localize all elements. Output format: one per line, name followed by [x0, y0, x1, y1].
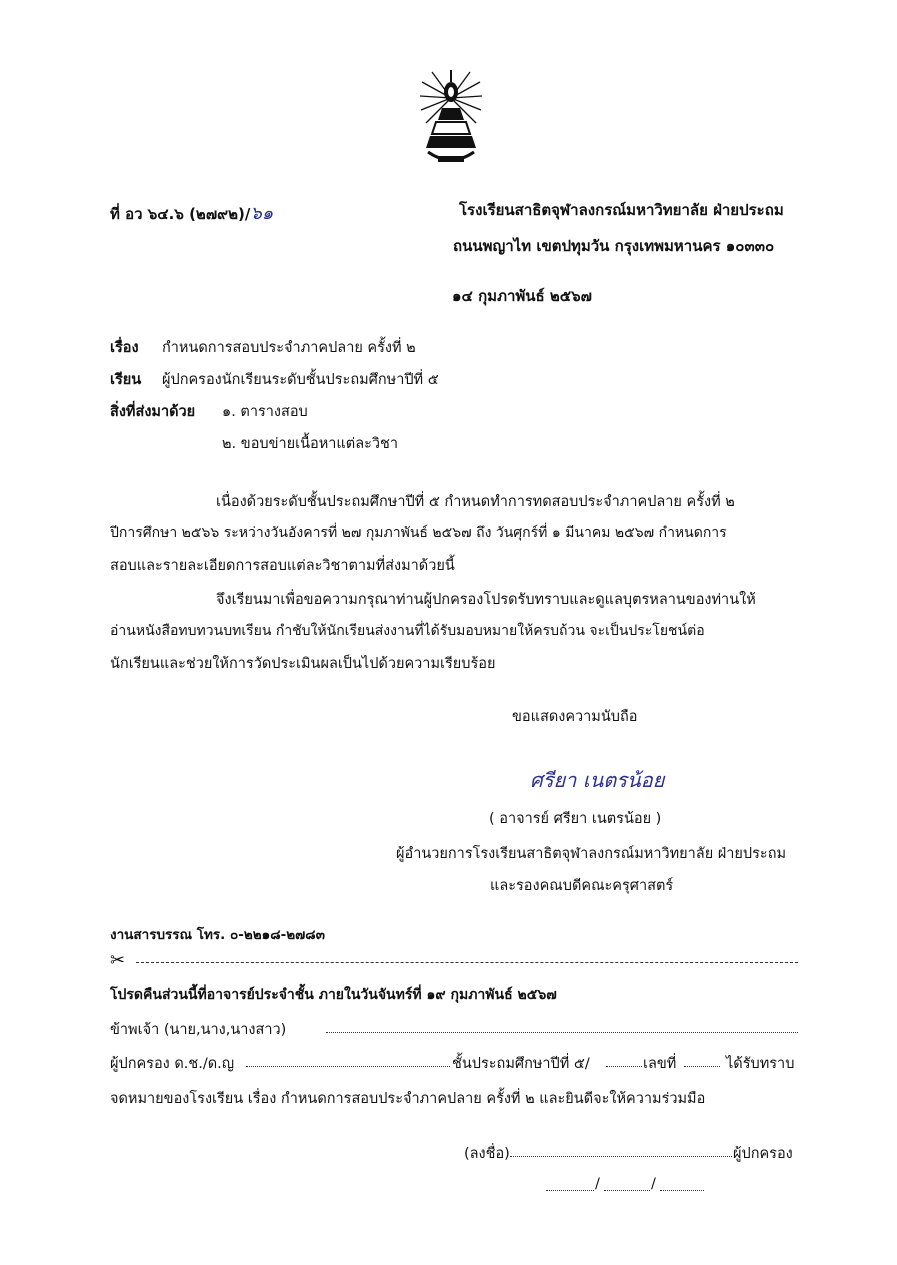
enclosure-item-1: ๑. ตารางสอบ: [222, 404, 308, 420]
received-text: ได้รับทราบ: [726, 1056, 795, 1072]
org-line-2: ถนนพญาไท เขตปทุมวัน กรุงเทพมหานคร ๑๐๓๓๐: [453, 237, 775, 255]
date-year-field[interactable]: [660, 1190, 704, 1191]
paragraph-1-line-1: เนื่องด้วยระดับชั้นประถมศึกษาปีที่ ๕ กำหนดทำการทดสอบประจำภาคปลาย ครั้งที่ ๒: [216, 494, 735, 510]
sign-label: (ลงชื่อ): [464, 1146, 510, 1162]
signature: ศรียา เนตรน้อย: [530, 768, 665, 792]
name-field-label: ข้าพเจ้า (นาย,นาง,นางสาว): [110, 1022, 287, 1038]
date-separator-1: /: [595, 1176, 600, 1192]
enclosure-item-2: ๒. ขอบข่ายเนื้อหาแต่ละวิชา: [222, 436, 398, 452]
acknowledgement-text: จดหมายของโรงเรียน เรื่อง กำหนดการสอบประจำภาคปลาย ครั้งที่ ๒ และยินดีจะให้ความร่วมมือ: [110, 1091, 706, 1107]
guardian-role-label: ผู้ปกครอง: [733, 1146, 793, 1162]
subject-text: กำหนดการสอบประจำภาคปลาย ครั้งที่ ๒: [162, 340, 416, 356]
paragraph-2-line-2: อ่านหนังสือทบทวนบทเรียน กำชับให้นักเรียนส่งงานที่ได้รับมอบหมายให้ครบถ้วน จะเป็นประโยชน์ต่อ: [110, 623, 705, 639]
to-label: เรียน: [110, 372, 142, 388]
office-phone: งานสารบรรณ โทร. ๐-๒๒๑๘-๒๗๘๓: [110, 927, 325, 943]
handwritten-number: ๖๑: [250, 203, 274, 224]
signatory-position-1: ผู้อำนวยการโรงเรียนสาธิตจุฬาลงกรณ์มหาวิทยาลัย ฝ่ายประถม: [396, 846, 787, 862]
cut-line: [136, 962, 798, 963]
scissors-icon: ✂: [110, 950, 126, 971]
student-number-field[interactable]: [684, 1066, 720, 1067]
date-separator-2: /: [651, 1176, 656, 1192]
salutation: ขอแสดงความนับถือ: [512, 709, 638, 725]
letter-date: ๑๔ กุมภาพันธ์ ๒๕๖๗: [452, 287, 592, 305]
grade-label: ชั้นประถมศึกษาปีที่ ๕/: [452, 1056, 590, 1072]
reference-number: ที่ อว ๖๔.๖ (๒๗๙๒)/๖๑: [110, 203, 274, 224]
class-field[interactable]: [606, 1066, 642, 1067]
signatory-name: ( อาจารย์ ศรียา เนตรน้อย ): [489, 811, 662, 827]
date-day-field[interactable]: [546, 1190, 594, 1191]
return-instruction: โปรดคืนส่วนนี้ที่อาจารย์ประจำชั้น ภายในวันจันทร์ที่ ๑๙ กุมภาพันธ์ ๒๕๖๗: [110, 987, 557, 1003]
guardian-signature-field[interactable]: [510, 1156, 732, 1157]
student-name-field[interactable]: [246, 1066, 450, 1067]
guardian-field-label: ผู้ปกครอง ด.ช./ด.ญ: [110, 1056, 235, 1072]
name-field[interactable]: [326, 1032, 798, 1033]
school-emblem: [418, 68, 484, 170]
paragraph-2-line-3: นักเรียนและช่วยให้การวัดประเมินผลเป็นไปด้วยความเรียบร้อย: [110, 656, 496, 672]
paragraph-2-line-1: จึงเรียนมาเพื่อขอความกรุณาท่านผู้ปกครองโปรดรับทราบและดูแลบุตรหลานของท่านให้: [216, 592, 756, 608]
to-text: ผู้ปกครองนักเรียนระดับชั้นประถมศึกษาปีที่ ๕: [162, 372, 439, 388]
enclosure-label: สิ่งที่ส่งมาด้วย: [110, 404, 196, 420]
signatory-position-2: และรองคณบดีคณะครุศาสตร์: [490, 878, 674, 894]
paragraph-1-line-3: สอบและรายละเอียดการสอบแต่ละวิชาตามที่ส่งมาด้วยนี้: [110, 558, 455, 574]
number-label: เลขที่: [643, 1056, 677, 1072]
date-month-field[interactable]: [604, 1190, 650, 1191]
paragraph-1-line-2: ปีการศึกษา ๒๕๖๖ ระหว่างวันอังคารที่ ๒๗ กุมภาพันธ์ ๒๕๖๗ ถึง วันศุกร์ที่ ๑ มีนาคม ๒๕๖๗ กำหนดการ: [110, 525, 727, 541]
org-line-1: โรงเรียนสาธิตจุฬาลงกรณ์มหาวิทยาลัย ฝ่ายประถม: [459, 201, 784, 219]
subject-label: เรื่อง: [110, 340, 139, 356]
